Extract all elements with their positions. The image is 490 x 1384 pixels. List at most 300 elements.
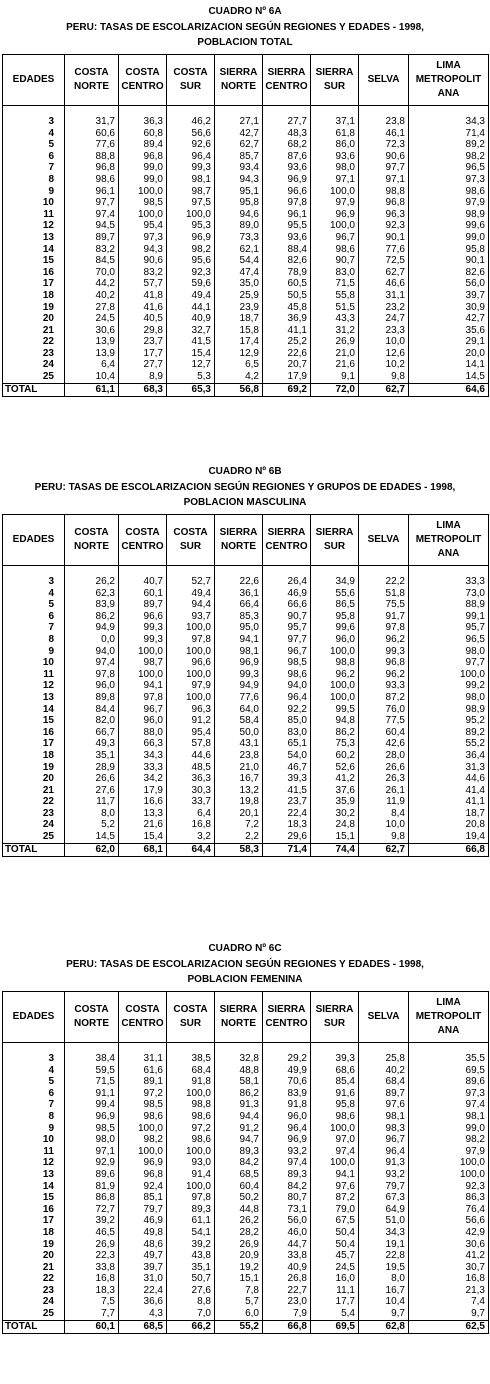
rate-cell: 7,0 (167, 1308, 215, 1320)
rate-cell: 15,4 (167, 348, 215, 360)
rate-cell: 68,4 (359, 1076, 409, 1088)
rate-cell: 39,2 (65, 1215, 119, 1227)
total-cell: 62,0 (65, 843, 119, 856)
rate-cell: 89,0 (215, 220, 263, 232)
rate-cell: 83,2 (65, 244, 119, 256)
total-row (3, 383, 489, 396)
rate-cell: 93,0 (167, 1157, 215, 1169)
rate-cell: 89,1 (119, 1076, 167, 1088)
rate-cell: 26,3 (359, 773, 409, 785)
table-row (3, 232, 489, 244)
rate-cell: 16,6 (119, 796, 167, 808)
rate-cell: 96,7 (263, 646, 311, 658)
rate-cell: 100,0 (119, 209, 167, 221)
rate-cell: 55,6 (311, 588, 359, 600)
rate-cell: 10,0 (359, 819, 409, 831)
rate-cell: 100,0 (311, 1157, 359, 1169)
age-cell: 11 (3, 669, 65, 681)
rate-cell: 84,2 (215, 1157, 263, 1169)
rate-cell: 83,0 (311, 267, 359, 279)
rate-cell: 54,4 (215, 255, 263, 267)
age-cell: 13 (3, 1169, 65, 1181)
rate-cell: 98,1 (359, 1111, 409, 1123)
rate-cell: 95,1 (215, 186, 263, 198)
rate-cell: 96,4 (359, 1146, 409, 1158)
age-cell: 6 (3, 1088, 65, 1100)
table-row (3, 1308, 489, 1320)
rate-cell: 98,1 (215, 646, 263, 658)
rate-cell: 96,5 (409, 162, 489, 174)
rate-cell: 98,7 (119, 657, 167, 669)
rate-cell: 99,2 (409, 680, 489, 692)
rate-cell: 39,7 (119, 1262, 167, 1274)
total-cell: 64,6 (409, 383, 489, 396)
rate-cell: 35,9 (311, 796, 359, 808)
age-cell: 16 (3, 1204, 65, 1216)
rate-cell: 15,1 (215, 1273, 263, 1285)
rate-cell: 48,6 (119, 1239, 167, 1251)
total-cell: 68,5 (119, 1320, 167, 1333)
table-6c (2, 991, 489, 1334)
rate-cell: 52,6 (311, 762, 359, 774)
rate-cell: 98,2 (409, 1134, 489, 1146)
table-row (3, 1134, 489, 1146)
column-header: SIERRA CENTRO (263, 55, 311, 106)
rate-cell: 39,3 (263, 773, 311, 785)
rate-cell: 97,7 (409, 657, 489, 669)
rate-cell: 9,1 (311, 371, 359, 383)
rate-cell: 94,9 (65, 622, 119, 634)
rate-cell: 94,5 (65, 220, 119, 232)
rate-cell: 100,0 (167, 669, 215, 681)
rate-cell: 98,6 (65, 174, 119, 186)
rate-cell: 97,3 (409, 1088, 489, 1100)
rate-cell: 26,9 (311, 336, 359, 348)
rate-cell: 50,7 (167, 1273, 215, 1285)
rate-cell: 41,4 (409, 785, 489, 797)
rate-cell: 73,1 (263, 1204, 311, 1216)
rate-cell: 98,2 (167, 244, 215, 256)
age-cell: 17 (3, 278, 65, 290)
rate-cell: 47,4 (215, 267, 263, 279)
rate-cell: 34,9 (311, 566, 359, 588)
rate-cell: 100,0 (167, 622, 215, 634)
rate-cell: 8,0 (359, 1273, 409, 1285)
rate-cell: 44,2 (65, 278, 119, 290)
rate-cell: 79,7 (359, 1181, 409, 1193)
rate-cell: 32,8 (215, 1043, 263, 1065)
rate-cell: 22,6 (215, 566, 263, 588)
rate-cell: 29,8 (119, 325, 167, 337)
age-cell: 25 (3, 831, 65, 843)
rate-cell: 91,4 (167, 1169, 215, 1181)
rate-cell: 89,6 (409, 1076, 489, 1088)
rate-cell: 59,5 (65, 1065, 119, 1077)
table-row (3, 186, 489, 198)
rate-cell: 23,9 (215, 302, 263, 314)
table-row (3, 1076, 489, 1088)
rate-cell: 96,0 (311, 634, 359, 646)
rate-cell: 94,8 (311, 715, 359, 727)
rate-cell: 96,2 (359, 634, 409, 646)
rate-cell: 20,9 (215, 1250, 263, 1262)
rate-cell: 76,0 (359, 704, 409, 716)
rate-cell: 26,8 (263, 1273, 311, 1285)
table-row (3, 1043, 489, 1065)
age-cell: 21 (3, 325, 65, 337)
rate-cell: 36,1 (215, 588, 263, 600)
rate-cell: 89,2 (409, 139, 489, 151)
table-row (3, 1239, 489, 1251)
rate-cell: 44,7 (263, 1239, 311, 1251)
rate-cell: 97,4 (311, 1146, 359, 1158)
rate-cell: 7,2 (215, 819, 263, 831)
rate-cell: 97,8 (119, 692, 167, 704)
rate-cell: 97,3 (409, 174, 489, 186)
total-cell: 66,8 (263, 1320, 311, 1333)
rate-cell: 41,6 (119, 302, 167, 314)
rate-cell: 30,6 (409, 1239, 489, 1251)
rate-cell: 96,6 (119, 611, 167, 623)
table-row (3, 634, 489, 646)
rate-cell: 17,9 (119, 785, 167, 797)
rate-cell: 31,1 (119, 1043, 167, 1065)
rate-cell: 6,5 (215, 359, 263, 371)
rate-cell: 35,6 (409, 325, 489, 337)
rate-cell: 98,3 (359, 1123, 409, 1135)
rate-cell: 91,8 (167, 1076, 215, 1088)
cuadro-6c-subtitle: POBLACION FEMENINA (187, 974, 303, 985)
rate-cell: 26,4 (263, 566, 311, 588)
rate-cell: 22,4 (119, 1285, 167, 1297)
rate-cell: 97,1 (65, 1146, 119, 1158)
rate-cell: 11,7 (65, 796, 119, 808)
rate-cell: 96,9 (215, 657, 263, 669)
age-cell: 20 (3, 773, 65, 785)
cuadro-6b-title: PERU: TASAS DE ESCOLARIZACION SEGÚN REGIONES Y GRUPOS DE EDADES - 1998, (34, 481, 456, 493)
rate-cell: 60,4 (359, 727, 409, 739)
rate-cell: 42,7 (215, 128, 263, 140)
rate-cell: 49,3 (65, 738, 119, 750)
rate-cell: 22,3 (65, 1250, 119, 1262)
age-cell: 18 (3, 290, 65, 302)
age-cell: 14 (3, 244, 65, 256)
rate-cell: 95,6 (167, 255, 215, 267)
rate-cell: 40,2 (65, 290, 119, 302)
age-cell: 18 (3, 1227, 65, 1239)
rate-cell: 26,2 (65, 566, 119, 588)
rate-cell: 42,7 (409, 313, 489, 325)
rate-cell: 27,6 (65, 785, 119, 797)
rate-cell: 96,2 (311, 669, 359, 681)
rate-cell: 97,9 (409, 1146, 489, 1158)
table-row (3, 1215, 489, 1227)
rate-cell: 89,7 (65, 232, 119, 244)
rate-cell: 14,5 (65, 831, 119, 843)
column-header: COSTA SUR (167, 55, 215, 106)
rate-cell: 95,4 (119, 220, 167, 232)
table-row (3, 727, 489, 739)
age-cell: 17 (3, 1215, 65, 1227)
rate-cell: 100,0 (167, 209, 215, 221)
rate-cell: 22,6 (263, 348, 311, 360)
cuadro-6c-cuadro: CUADRO Nº 6C (208, 943, 282, 954)
rate-cell: 95,7 (263, 622, 311, 634)
rate-cell: 91,3 (359, 1157, 409, 1169)
rate-cell: 28,0 (359, 750, 409, 762)
rate-cell: 46,2 (167, 106, 215, 128)
age-cell: 24 (3, 819, 65, 831)
rate-cell: 99,3 (119, 634, 167, 646)
rate-cell: 46,5 (65, 1227, 119, 1239)
age-cell: 22 (3, 1273, 65, 1285)
rate-cell: 19,5 (359, 1262, 409, 1274)
rate-cell: 26,2 (215, 1215, 263, 1227)
rate-cell: 8,9 (119, 371, 167, 383)
rate-cell: 30,6 (65, 325, 119, 337)
rate-cell: 100,0 (311, 692, 359, 704)
rate-cell: 97,2 (119, 1088, 167, 1100)
rate-cell: 96,9 (311, 209, 359, 221)
rate-cell: 98,0 (409, 692, 489, 704)
rate-cell: 96,8 (119, 151, 167, 163)
table-row (3, 325, 489, 337)
rate-cell: 30,2 (311, 808, 359, 820)
rate-cell: 33,8 (263, 1250, 311, 1262)
rate-cell: 96,1 (65, 186, 119, 198)
rate-cell: 100,0 (311, 220, 359, 232)
rate-cell: 78,9 (263, 267, 311, 279)
rate-cell: 23,3 (359, 325, 409, 337)
rate-cell: 98,5 (65, 1123, 119, 1135)
table-row (3, 197, 489, 209)
rate-cell: 14,1 (409, 359, 489, 371)
table-row (3, 174, 489, 186)
rate-cell: 7,5 (65, 1296, 119, 1308)
rate-cell: 66,4 (215, 599, 263, 611)
rate-cell: 17,4 (215, 336, 263, 348)
rate-cell: 75,3 (311, 738, 359, 750)
rate-cell: 41,2 (409, 1250, 489, 1262)
rate-cell: 21,6 (119, 819, 167, 831)
column-header: COSTA CENTRO (119, 55, 167, 106)
table-row (3, 657, 489, 669)
rate-cell: 96,7 (311, 232, 359, 244)
rate-cell: 99,3 (359, 646, 409, 658)
rate-cell: 97,6 (359, 1099, 409, 1111)
total-label: TOTAL (3, 383, 65, 396)
rate-cell: 98,6 (263, 669, 311, 681)
rate-cell: 5,4 (311, 1308, 359, 1320)
rate-cell: 99,6 (311, 622, 359, 634)
rate-cell: 96,9 (119, 1157, 167, 1169)
rate-cell: 92,9 (65, 1157, 119, 1169)
rate-cell: 41,8 (119, 290, 167, 302)
rate-cell: 97,7 (359, 162, 409, 174)
rate-cell: 16,8 (65, 1273, 119, 1285)
rate-cell: 94,4 (167, 599, 215, 611)
age-cell: 15 (3, 715, 65, 727)
rate-cell: 94,0 (263, 680, 311, 692)
rate-cell: 36,9 (263, 313, 311, 325)
rate-cell: 57,8 (167, 738, 215, 750)
rate-cell: 68,5 (215, 1169, 263, 1181)
rate-cell: 100,0 (167, 1181, 215, 1193)
rate-cell: 89,3 (167, 1204, 215, 1216)
rate-cell: 84,5 (65, 255, 119, 267)
table-row (3, 128, 489, 140)
table-row (3, 796, 489, 808)
rate-cell: 96,9 (65, 1111, 119, 1123)
rate-cell: 93,6 (311, 151, 359, 163)
table-row (3, 669, 489, 681)
rate-cell: 91,6 (311, 1088, 359, 1100)
rate-cell: 68,6 (311, 1065, 359, 1077)
rate-cell: 54,0 (263, 750, 311, 762)
table-row (3, 1088, 489, 1100)
rate-cell: 95,2 (409, 715, 489, 727)
rate-cell: 68,4 (167, 1065, 215, 1077)
total-cell: 61,1 (65, 383, 119, 396)
rate-cell: 97,4 (263, 1157, 311, 1169)
age-cell: 8 (3, 174, 65, 186)
rate-cell: 94,1 (119, 680, 167, 692)
table-row (3, 106, 489, 128)
rate-cell: 91,1 (65, 1088, 119, 1100)
rate-cell: 62,7 (359, 267, 409, 279)
rate-cell: 100,0 (311, 186, 359, 198)
rate-cell: 55,8 (311, 290, 359, 302)
rate-cell: 91,2 (215, 1123, 263, 1135)
age-cell: 7 (3, 1099, 65, 1111)
table-row (3, 1192, 489, 1204)
age-cell: 14 (3, 704, 65, 716)
rate-cell: 36,3 (167, 773, 215, 785)
rate-cell: 21,3 (409, 1285, 489, 1297)
rate-cell: 22,4 (263, 808, 311, 820)
age-cell: 23 (3, 348, 65, 360)
rate-cell: 89,4 (119, 139, 167, 151)
rate-cell: 50,0 (215, 727, 263, 739)
age-cell: 7 (3, 162, 65, 174)
rate-cell: 94,3 (119, 244, 167, 256)
rate-cell: 82,6 (263, 255, 311, 267)
rate-cell: 86,2 (311, 727, 359, 739)
rate-cell: 6,4 (65, 359, 119, 371)
rate-cell: 33,3 (409, 566, 489, 588)
table-row (3, 785, 489, 797)
rate-cell: 11,1 (311, 1285, 359, 1297)
cuadro-6a-subtitle: POBLACION TOTAL (197, 37, 293, 48)
rate-cell: 27,7 (119, 359, 167, 371)
rate-cell: 23,8 (359, 106, 409, 128)
rate-cell: 77,5 (359, 715, 409, 727)
table-6a (2, 54, 489, 397)
rate-cell: 7,4 (409, 1296, 489, 1308)
rate-cell: 15,1 (311, 831, 359, 843)
rate-cell: 100,0 (167, 646, 215, 658)
table-row (3, 1273, 489, 1285)
rate-cell: 100,0 (119, 1146, 167, 1158)
column-header: SELVA (359, 515, 409, 566)
age-cell: 3 (3, 106, 65, 128)
rate-cell: 17,7 (119, 348, 167, 360)
rate-cell: 97,4 (65, 209, 119, 221)
rate-cell: 97,7 (263, 634, 311, 646)
rate-cell: 39,2 (167, 1239, 215, 1251)
rate-cell: 15,8 (215, 325, 263, 337)
cuadro-6b (0, 464, 490, 855)
rate-cell: 50,4 (311, 1227, 359, 1239)
rate-cell: 9,7 (359, 1308, 409, 1320)
rate-cell: 89,7 (119, 599, 167, 611)
rate-cell: 97,4 (409, 1099, 489, 1111)
rate-cell: 30,7 (409, 1262, 489, 1274)
rate-cell: 100,0 (409, 1169, 489, 1181)
rate-cell: 100,0 (119, 646, 167, 658)
rate-cell: 96,9 (263, 1134, 311, 1146)
rate-cell: 96,3 (167, 704, 215, 716)
rate-cell: 98,8 (359, 186, 409, 198)
total-cell: 62,7 (359, 843, 409, 856)
table-row (3, 313, 489, 325)
rate-cell: 94,7 (215, 1134, 263, 1146)
rate-cell: 20,0 (409, 348, 489, 360)
table-row (3, 588, 489, 600)
age-cell: 8 (3, 634, 65, 646)
rate-cell: 12,9 (215, 348, 263, 360)
table-row (3, 750, 489, 762)
rate-cell: 72,5 (359, 255, 409, 267)
cuadro-6b-subtitle: POBLACION MASCULINA (183, 497, 307, 508)
age-cell: 11 (3, 209, 65, 221)
rate-cell: 99,3 (119, 622, 167, 634)
cuadro-6c-title: PERU: TASAS DE ESCOLARIZACION SEGÚN REGIONES Y EDADES - 1998, (66, 958, 424, 970)
cuadro-6b-cuadro: CUADRO Nº 6B (208, 466, 282, 477)
age-cell: 5 (3, 599, 65, 611)
rate-cell: 89,6 (65, 1169, 119, 1181)
total-cell: 60,1 (65, 1320, 119, 1333)
rate-cell: 3,2 (167, 831, 215, 843)
rate-cell: 93,3 (359, 680, 409, 692)
rate-cell: 13,9 (65, 348, 119, 360)
rate-cell: 90,6 (119, 255, 167, 267)
rate-cell: 77,6 (215, 692, 263, 704)
rate-cell: 96,5 (409, 634, 489, 646)
total-row (3, 843, 489, 856)
table-row (3, 622, 489, 634)
rate-cell: 60,8 (119, 128, 167, 140)
rate-cell: 98,1 (409, 1111, 489, 1123)
rate-cell: 13,2 (215, 785, 263, 797)
total-label: TOTAL (3, 843, 65, 856)
age-cell: 10 (3, 657, 65, 669)
rate-cell: 46,7 (263, 762, 311, 774)
rate-cell: 31,7 (65, 106, 119, 128)
rate-cell: 26,6 (65, 773, 119, 785)
age-cell: 25 (3, 371, 65, 383)
age-cell: 4 (3, 128, 65, 140)
rate-cell: 10,2 (359, 359, 409, 371)
rate-cell: 33,8 (65, 1262, 119, 1274)
rate-cell: 50,4 (311, 1239, 359, 1251)
table-row (3, 738, 489, 750)
rate-cell: 18,7 (215, 313, 263, 325)
rate-cell: 19,2 (215, 1262, 263, 1274)
column-header: LIMA METROPOLIT ANA (409, 515, 489, 566)
age-cell: 14 (3, 1181, 65, 1193)
table-row (3, 819, 489, 831)
